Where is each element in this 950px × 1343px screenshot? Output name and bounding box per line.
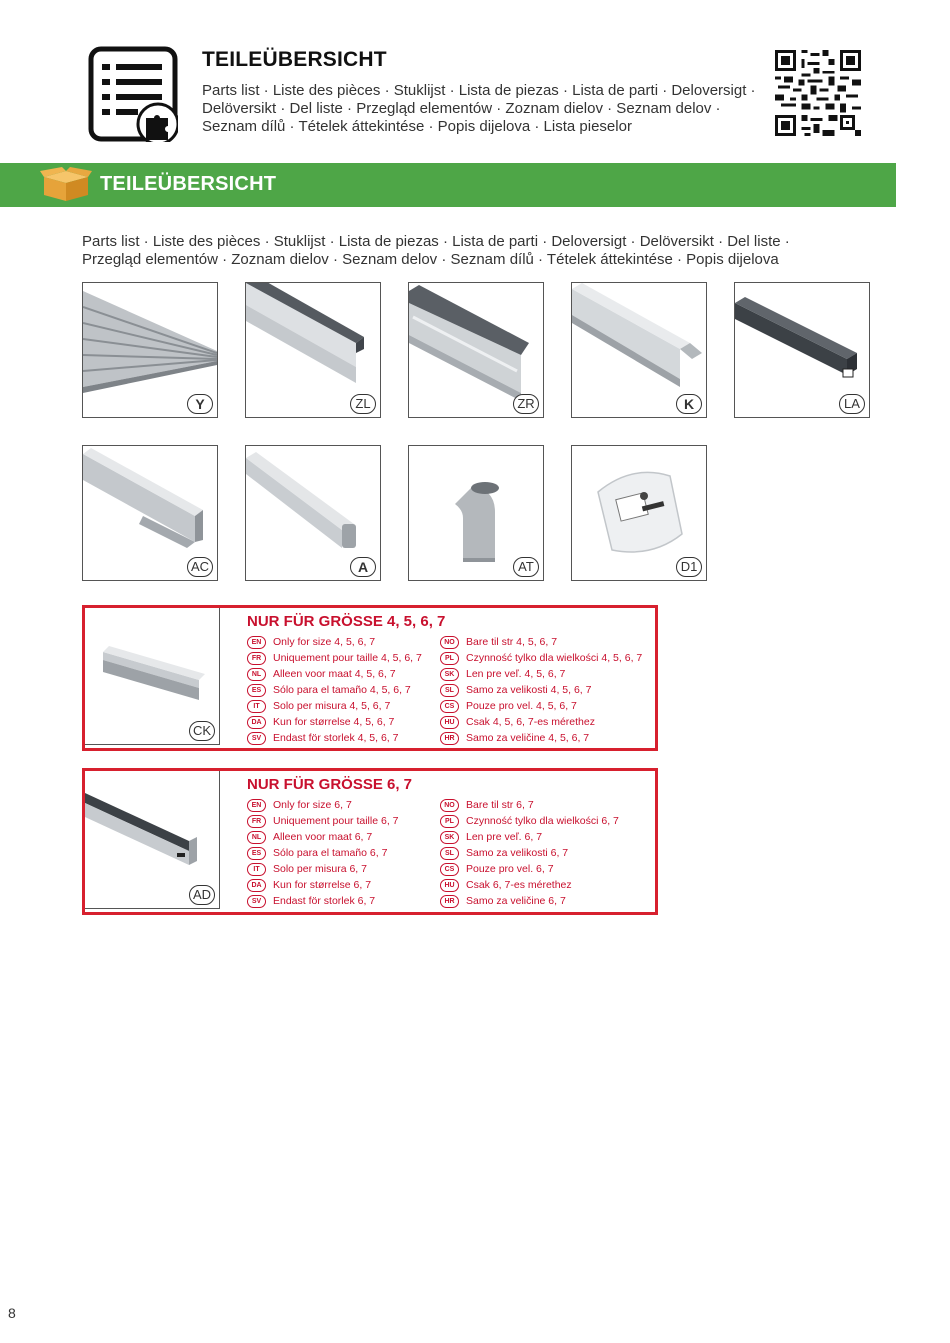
section-languages [82, 233, 882, 269]
lang-row [440, 698, 670, 714]
lang-text: Bare til str 4, 5, 6, 7 [466, 636, 558, 648]
lang-code: SV [247, 732, 266, 745]
lang-text: Sólo para el tamaño 4, 5, 6, 7 [273, 684, 411, 696]
lang-text: Uniquement pour taille 6, 7 [273, 815, 399, 827]
lang-text: Sólo para el tamaño 6, 7 [273, 847, 388, 859]
lang-text: Only for size 6, 7 [273, 799, 352, 811]
lang-code: NL [247, 668, 266, 681]
lang-text: Czynność tylko dla wielkości 4, 5, 6, 7 [466, 652, 643, 664]
lang-code: EN [247, 636, 266, 649]
parts-list-icon [88, 46, 178, 142]
lang-row [440, 797, 670, 813]
header-languages-line: Seznam dílů · Tételek áttekintése · Popis dijelova · Lista pieselor [202, 118, 632, 135]
part-code-tag: ZL [350, 394, 376, 414]
lang-text: Endast för storlek 6, 7 [273, 895, 376, 907]
part-tile-d1 [571, 445, 707, 581]
lang-code: FR [247, 652, 266, 665]
lang-text: Samo za velikosti 6, 7 [466, 847, 569, 859]
lang-code: HR [440, 732, 459, 745]
lang-text: Uniquement pour taille 4, 5, 6, 7 [273, 652, 422, 664]
lang-text: Len pre veľ. 4, 5, 6, 7 [466, 668, 566, 680]
size-note-box [82, 605, 658, 751]
lang-row [440, 845, 670, 861]
lang-code: EN [247, 799, 266, 812]
lang-text: Csak 6, 7-es mérethez [466, 879, 572, 891]
lang-code: SK [440, 668, 459, 681]
lang-text: Pouze pro vel. 6, 7 [466, 863, 554, 875]
part-code-tag: AD [189, 885, 215, 905]
lang-code: SV [247, 895, 266, 908]
lang-text: Bare til str 6, 7 [466, 799, 534, 811]
lang-code: PL [440, 815, 459, 828]
size-note-title: NUR FÜR GRÖSSE 6, 7 [247, 776, 413, 793]
part-tile-a [245, 445, 381, 581]
lang-code: DA [247, 879, 266, 892]
lang-row [440, 893, 670, 909]
lang-code: HU [440, 879, 459, 892]
lang-row [440, 634, 670, 650]
lang-row [440, 666, 670, 682]
size-note-box [82, 768, 658, 915]
part-code-tag: Y [187, 394, 213, 414]
lang-text: Kun for størrelse 4, 5, 6, 7 [273, 716, 395, 728]
header-title: TEILEÜBERSICHT [202, 48, 387, 71]
section-languages-line: Parts list · Liste des pièces · Stuklijst · Lista de piezas · Lista de parti · Deloversigt · Delöversikt · Del liste · [82, 233, 790, 250]
part-tile-y [82, 282, 218, 418]
lang-row [440, 682, 670, 698]
lang-code: IT [247, 863, 266, 876]
lang-text: Samo za velikosti 4, 5, 6, 7 [466, 684, 592, 696]
lang-row [440, 861, 670, 877]
part-code-tag: ZR [513, 394, 539, 414]
part-tile-ck [85, 608, 220, 745]
lang-text: Endast för storlek 4, 5, 6, 7 [273, 732, 399, 744]
header-languages-line: Delöversikt · Del liste · Przegląd elementów · Zoznam dielov · Seznam delov · [202, 100, 721, 117]
lang-code: SK [440, 831, 459, 844]
lang-row [440, 730, 670, 746]
part-tile-ac [82, 445, 218, 581]
part-code-tag: LA [839, 394, 865, 414]
lang-text: Solo per misura 4, 5, 6, 7 [273, 700, 391, 712]
page-number: 8 [8, 1305, 16, 1321]
part-code-tag: AT [513, 557, 539, 577]
lang-row [440, 714, 670, 730]
lang-code: ES [247, 684, 266, 697]
box-icon [40, 167, 92, 203]
part-tile-zr [408, 282, 544, 418]
lang-text: Samo za veličine 4, 5, 6, 7 [466, 732, 590, 744]
lang-code: HR [440, 895, 459, 908]
lang-code: DA [247, 716, 266, 729]
size-note-column [440, 797, 670, 909]
part-code-tag: CK [189, 721, 215, 741]
lang-text: Alleen voor maat 6, 7 [273, 831, 373, 843]
lang-row [440, 877, 670, 893]
section-languages-line: Przegląd elementów · Zoznam dielov · Seznam delov · Seznam dílů · Tételek áttekintése · Popis dijelova [82, 251, 779, 268]
part-code-tag: AC [187, 557, 213, 577]
part-code-tag: A [350, 557, 376, 577]
lang-code: HU [440, 716, 459, 729]
part-tile-at [408, 445, 544, 581]
lang-code: PL [440, 652, 459, 665]
lang-code: CS [440, 863, 459, 876]
lang-code: NL [247, 831, 266, 844]
lang-text: Solo per misura 6, 7 [273, 863, 367, 875]
lang-code: SL [440, 684, 459, 697]
lang-row [440, 813, 670, 829]
size-note-title: NUR FÜR GRÖSSE 4, 5, 6, 7 [247, 613, 446, 630]
part-code-tag: K [676, 394, 702, 414]
lang-code: NO [440, 636, 459, 649]
part-tile-k [571, 282, 707, 418]
lang-code: SL [440, 847, 459, 860]
header-languages [202, 82, 772, 136]
lang-text: Czynność tylko dla wielkości 6, 7 [466, 815, 619, 827]
part-tile-ad [85, 771, 220, 909]
section-title: TEILEÜBERSICHT [100, 173, 277, 195]
lang-code: ES [247, 847, 266, 860]
header-languages-line: Parts list · Liste des pièces · Stuklijst · Lista de piezas · Lista de parti · Deloversigt · [202, 82, 756, 99]
part-tile-la [734, 282, 870, 418]
lang-row [440, 829, 670, 845]
lang-code: NO [440, 799, 459, 812]
part-tile-zl [245, 282, 381, 418]
lang-text: Alleen voor maat 4, 5, 6, 7 [273, 668, 396, 680]
lang-text: Only for size 4, 5, 6, 7 [273, 636, 376, 648]
lang-text: Len pre veľ. 6, 7 [466, 831, 543, 843]
size-note-column [440, 634, 670, 746]
lang-text: Samo za veličine 6, 7 [466, 895, 566, 907]
qr-code[interactable] [775, 50, 861, 136]
lang-text: Kun for størrelse 6, 7 [273, 879, 372, 891]
lang-code: IT [247, 700, 266, 713]
lang-code: CS [440, 700, 459, 713]
lang-text: Csak 4, 5, 6, 7-es mérethez [466, 716, 595, 728]
lang-code: FR [247, 815, 266, 828]
lang-row [440, 650, 670, 666]
part-code-tag: D1 [676, 557, 702, 577]
lang-text: Pouze pro vel. 4, 5, 6, 7 [466, 700, 577, 712]
